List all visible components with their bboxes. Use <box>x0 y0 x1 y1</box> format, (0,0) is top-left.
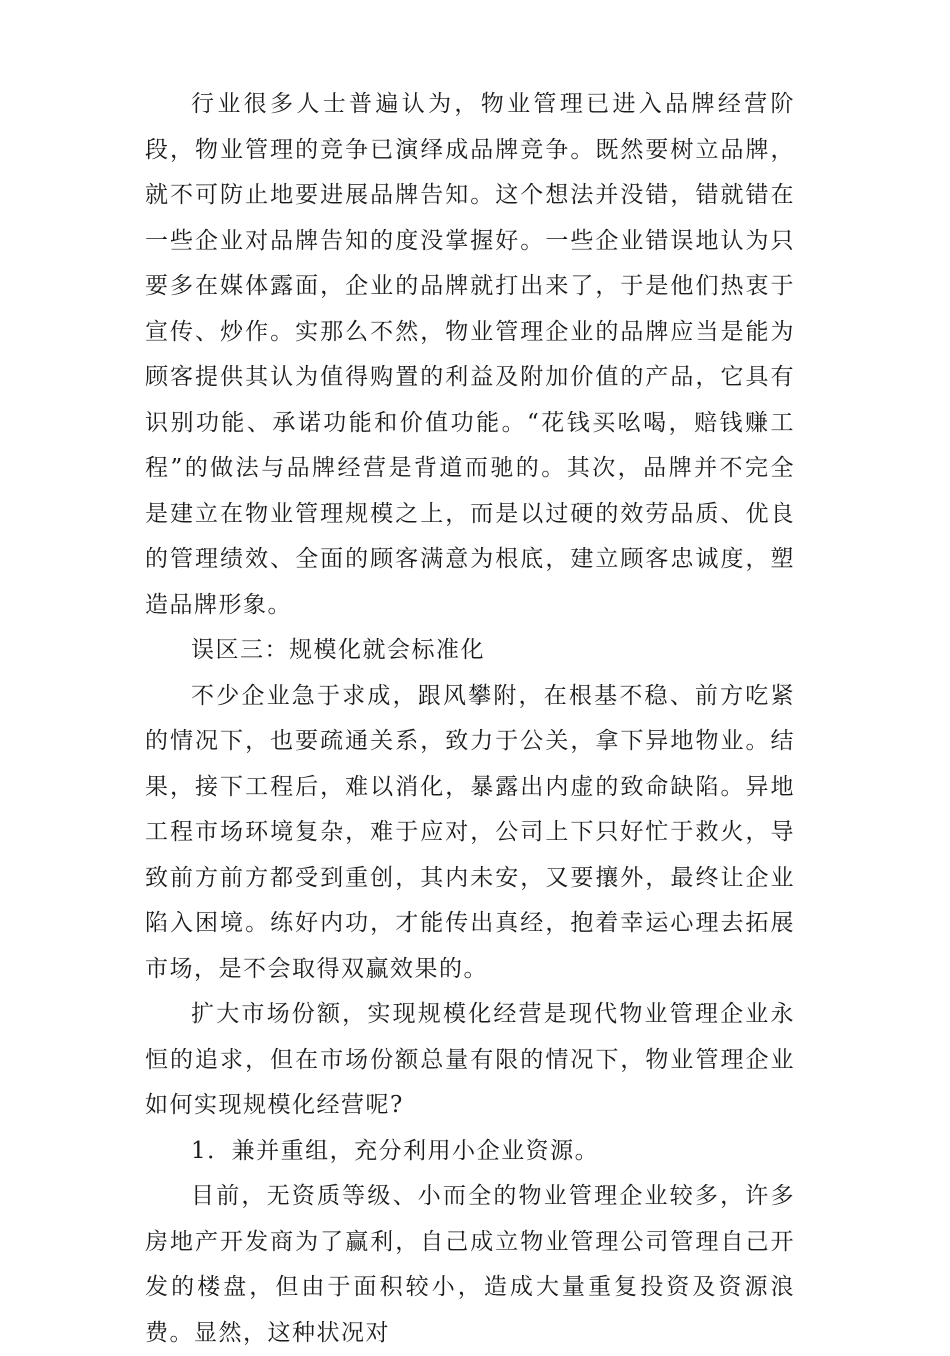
paragraph-market-share: 扩大市场份额，实现规模化经营是现代物业管理企业永恒的追求，但在市场份额总量有限的情况下，物业管理企业如何实现规模化经营呢? <box>145 1001 795 1118</box>
list-item-merger: 1．兼并重组，充分利用小企业资源。 <box>191 1137 600 1164</box>
paragraph-brand: 行业很多人士普遍认为，物业管理已进入品牌经营阶段，物业管理的竞争已演绎成品牌竞争。既然要树立品牌，就不可防止地要进展品牌告知。这个想法并没错，错就错在一些企业对品牌告知的度没掌握好。一些企业错误地认为只要多在媒体露面，企业的品牌就打出来了，于是他们热衷于宣传、炒作。实那么不然，物业管理企业的品牌应当是能为顾客提供其认为值得购置的利益及附加价值的产品，它具有识别功能、承诺功能和价值功能。“花钱买吆喝，赔钱赚工程”的做法与品牌经营是背道而驰的。其次，品牌并不完全是建立在物业管理规模之上，而是以过硬的效劳品质、优良的管理绩效、全面的顾客满意为根底，建立顾客忠诚度，塑造品牌形象。 <box>145 91 795 618</box>
paragraph-expansion: 不少企业急于求成，跟风攀附，在根基不稳、前方吃紧的情况下，也要疏通关系，致力于公关，拿下异地物业。结果，接下工程后，难以消化，暴露出内虚的致命缺陷。异地工程市场环境复杂，难于应对，公司上下只好忙于救火，导致前方前方都受到重创，其内未安，又要攘外，最终让企业陷入困境。练好内功，才能传出真经，抱着幸运心理去拓展市场，是不会取得双赢效果的。 <box>145 682 795 982</box>
document-body <box>145 82 795 1356</box>
section-heading-misconception-3: 误区三：规模化就会标准化 <box>191 637 485 663</box>
paragraph-current-situation: 目前，无资质等级、小而全的物业管理企业较多，许多房地产开发商为了赢利，自己成立物业管理公司管理自己开发的楼盘，但由于面积较小，造成大量重复投资及资源浪费。显然，这种状况对 <box>145 1183 795 1346</box>
